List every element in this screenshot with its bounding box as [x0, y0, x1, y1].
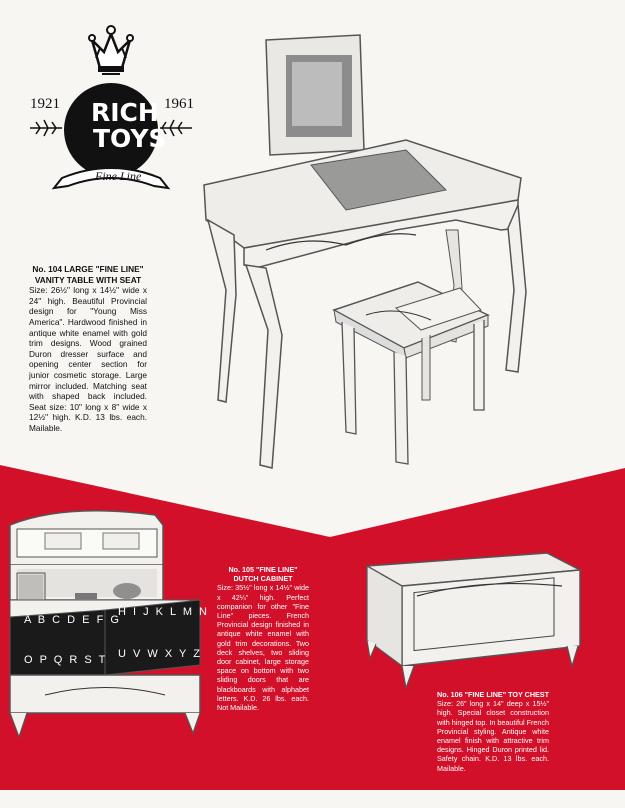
year-end: 1961	[164, 96, 194, 112]
board-letters-row3: O P Q R S T	[24, 654, 108, 666]
toy-chest-image	[362, 548, 584, 693]
ribbon-text: Fine Line	[95, 169, 142, 183]
board-letters-row2: H I J K L M N	[118, 606, 209, 618]
vanity-table-image	[196, 30, 536, 475]
chest-title: No. 106 "FINE LINE" TOY CHEST	[437, 690, 549, 699]
board-letters-row1: A B C D E F G	[24, 614, 121, 626]
vanity-title: No. 104 LARGE "FINE LINE" VANITY TABLE WITH SEAT	[32, 264, 144, 285]
chest-body: Size: 26" long x 14" deep x 15½" high. Special closet construction with hinged top. In beautiful French Provincial styling. Antique white enamel finish with attractive trim designs. Hinged Duron printed lid. Safety chain. K.D. 13 lbs. each. Mailable.	[437, 699, 549, 773]
vanity-description	[29, 264, 147, 434]
cabinet-body: Size: 35½" long x 14½" wide x 42¼" high. Perfect companion for other "Fine Line" pieces. French Provincial design finished in antique white enamel with gold trim decorations. Two deck shelves, two sliding door cabinet, large storage space on bottom with two sliding doors that are blackboards with alphabet letters. K.D. 26 lbs. each. Not Mailable.	[217, 583, 309, 713]
cabinet-title: No. 105 "FINE LINE" DUTCH CABINET	[228, 565, 298, 584]
brand-line-1: RICH	[91, 98, 159, 127]
vanity-body: Size: 26½" long x 14½" wide x 24" high. Beautiful Provincial design for "Young Miss America". Hardwood finished in antique white enamel with gold trim designs. Wood grained Duron dresser surface and opening center section for junior cosmetic storage. Large mirror included. Matching seat with shaped back included. Seat size: 10" long x 8" wide x 12½" high. K.D. 13 lbs. each. Mailable.	[29, 285, 147, 433]
crown-icon	[89, 26, 133, 74]
cabinet-description	[217, 565, 309, 712]
chest-description	[437, 690, 549, 773]
year-start: 1921	[30, 96, 60, 112]
brand-line-2: TOYS	[93, 124, 167, 153]
board-letters-row4: U V W X Y Z	[118, 648, 202, 660]
